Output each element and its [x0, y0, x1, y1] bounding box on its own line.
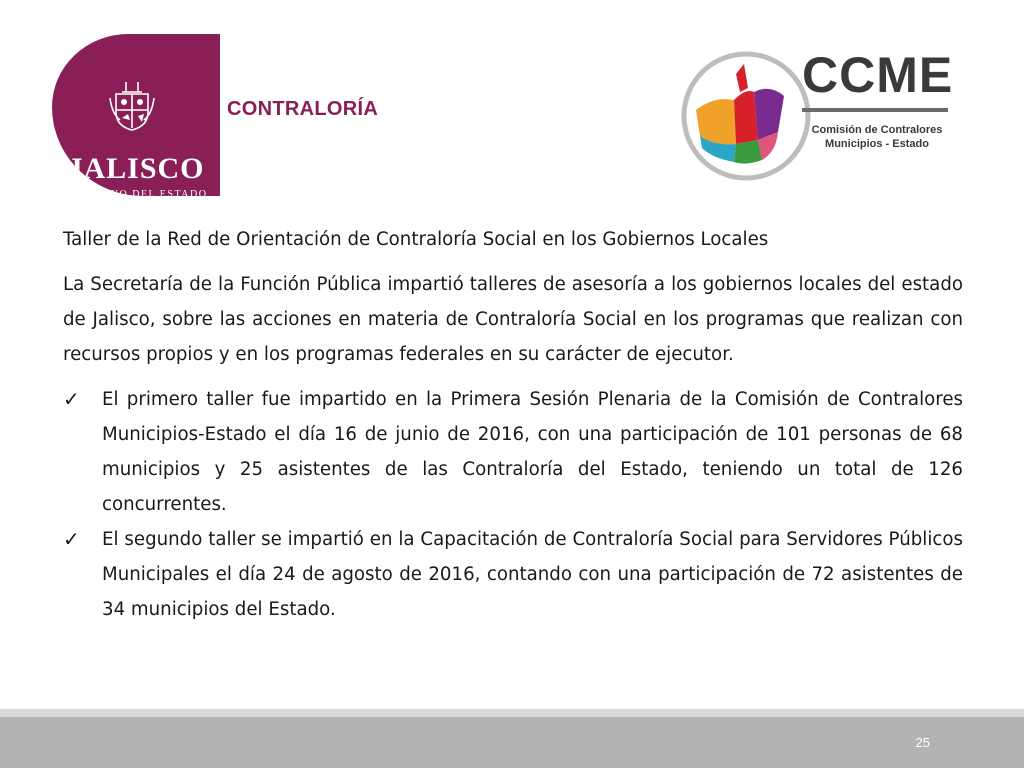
slide-title: Taller de la Red de Orientación de Contraloría Social en los Gobiernos Locales — [63, 229, 769, 250]
ccme-subtitle-line2: Municipios - Estado — [825, 138, 929, 150]
gobierno-subtitle: GOBIERNO DEL ESTADO — [64, 189, 208, 196]
bullet-list — [63, 382, 963, 627]
ccme-subtitle-line1: Comisión de Contralores — [811, 124, 943, 136]
page-number: 25 — [915, 735, 930, 750]
jalisco-wordmark: JALISCO — [67, 152, 205, 185]
slide-content — [63, 222, 963, 627]
ccme-logo — [674, 36, 974, 196]
contraloria-label: CONTRALORÍA — [227, 98, 379, 120]
intro-paragraph: La Secretaría de la Función Pública impartió talleres de asesoría a los gobiernos locales del estado de Jalisco, sobre las acciones en materia de Contraloría Social en los programas que realizan con recursos propios y en los programas federales en su carácter de ejecutor. — [63, 274, 963, 365]
footer-bar — [0, 717, 1024, 768]
list-item — [63, 382, 963, 522]
check-icon: ✓ — [63, 527, 80, 551]
footer-divider — [0, 709, 1024, 717]
ccme-acronym: CCME — [802, 47, 954, 103]
bullet-text: El primero taller fue impartido en la Primera Sesión Plenaria de la Comisión de Contralores Municipios-Estado el día 16 de junio de 2016, con una participación de 101 personas de 68 municipios y 25 asistentes de las Contraloría del Estado, teniendo un total de 126 concurrentes. — [102, 389, 963, 515]
list-item — [63, 522, 963, 627]
ccme-divider — [802, 108, 948, 112]
coat-of-arms-icon — [108, 80, 156, 132]
jalisco-logo — [52, 34, 220, 196]
bullet-text: El segundo taller se impartió en la Capacitación de Contraloría Social para Servidores Públicos Municipales el día 24 de agosto de 2016, contando con una participación de 72 asistentes de 34 municipios del Estado. — [102, 529, 963, 620]
check-icon: ✓ — [63, 387, 80, 411]
